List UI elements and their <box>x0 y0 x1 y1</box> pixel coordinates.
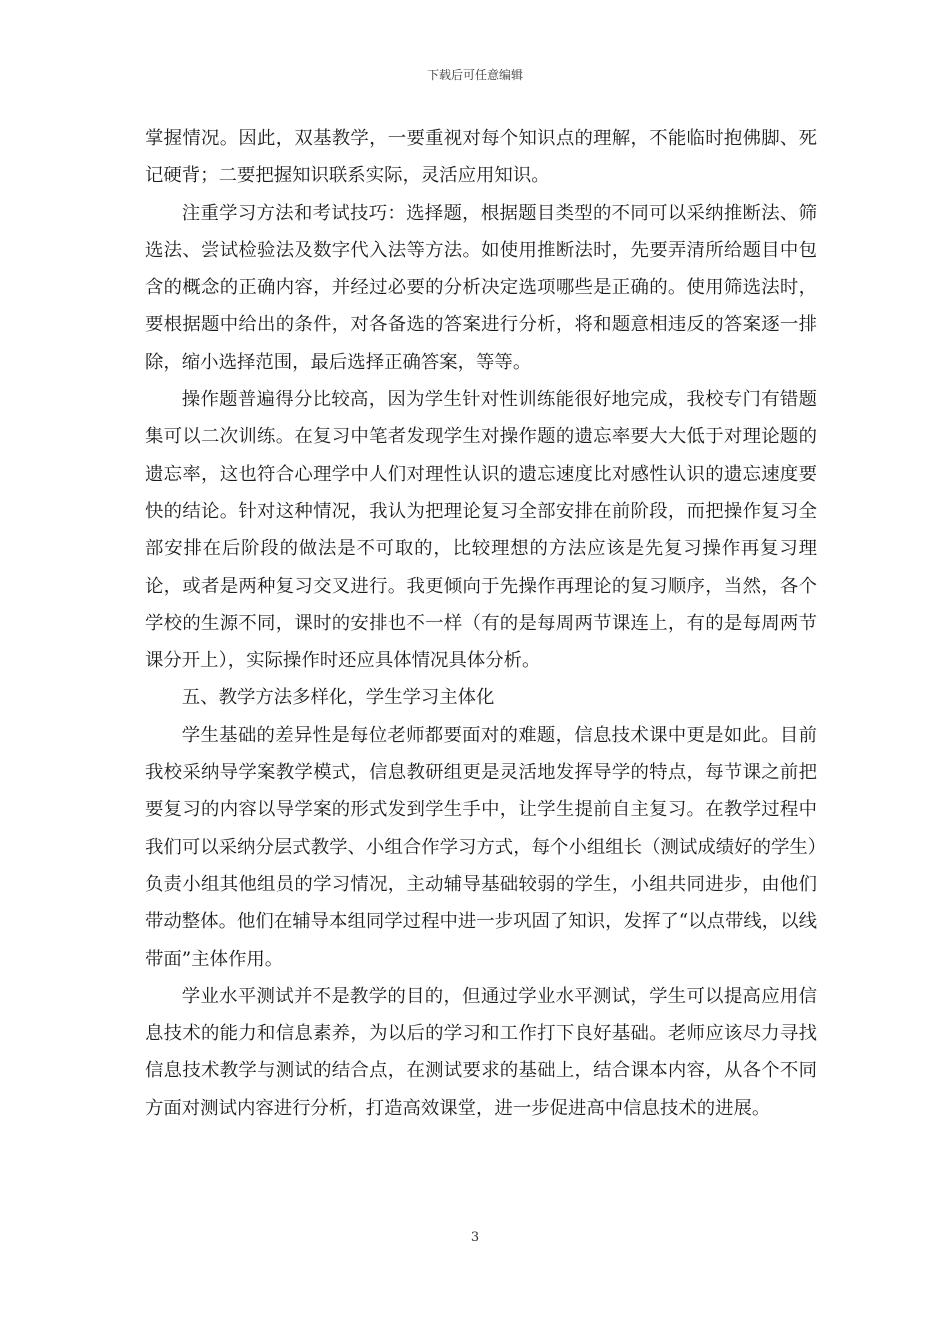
document-body <box>145 120 817 1127</box>
page-number: 3 <box>470 1230 480 1245</box>
page-header: 下载后可任意编辑 <box>426 68 523 82</box>
paragraph-student-differences: 学生基础的差异性是每位老师都要面对的难题，信息技术课中更是如此。目前我校采纳导学案教学模式，信息教研组更是灵活地发挥导学的特点，每节课之前把要复习的内容以导学案的形式发到学生手中，让学生提前自主复习。在教学过程中我们可以采纳分层式教学、小组合作学习方式，每个小组组长（测试成绩好的学生）负责小组其他组员的学习情况，主动辅导基础较弱的学生，小组共同进步，由他们带动整体。他们在辅导本组同学过程中进一步巩固了知识，发挥了“以点带线，以线带面”主体作用。 <box>145 724 817 970</box>
paragraph-operation-questions: 操作题普遍得分比较高，因为学生针对性训练能很好地完成，我校专门有错题集可以二次训练。在复习中笔者发现学生对操作题的遗忘率要大大低于对理论题的遗忘率，这也符合心理学中人们对理性认识的遗忘速度比对感性认识的遗忘速度要快的结论。针对这种情况，我认为把理论复习全部安排在前阶段，而把操作复习全部安排在后阶段的做法是不可取的，比较理想的方法应该是先复习操作再复习理论，或者是两种复习交叉进行。我更倾向于先操作再理论的复习顺序，当然，各个学校的生源不同，课时的安排也不一样（有的是每周两节课连上，有的是每周两节课分开上），实际操作时还应具体情况具体分析。 <box>145 389 817 672</box>
paragraph-continuation: 掌握情况。因此，双基教学，一要重视对每个知识点的理解，不能临时抱佛脚、死记硬背；二要把握知识联系实际，灵活应用知识。 <box>145 128 817 187</box>
section-heading-teaching-methods: 五、教学方法多样化，学生学习主体化 <box>181 687 495 709</box>
paragraph-study-methods: 注重学习方法和考试技巧：选择题，根据题目类型的不同可以采纳推断法、筛选法、尝试检验法及数字代入法等方法。如使用推断法时，先要弄清所给题目中包含的概念的正确内容，并经过必要的分析决定选项哪些是正确的。使用筛选法时，要根据题中给出的条件，对各备选的答案进行分析，将和题意相违反的答案逐一排除，缩小选择范围，最后选择正确答案，等等。 <box>145 202 817 373</box>
paragraph-conclusion: 学业水平测试并不是教学的目的，但通过学业水平测试，学生可以提高应用信息技术的能力和信息素养，为以后的学习和工作打下良好基础。老师应该尽力寻找信息技术教学与测试的结合点，在测试要求的基础上，结合课本内容，从各个不同方面对测试内容进行分析，打造高效课堂，进一步促进高中信息技术的进展。 <box>145 985 817 1119</box>
